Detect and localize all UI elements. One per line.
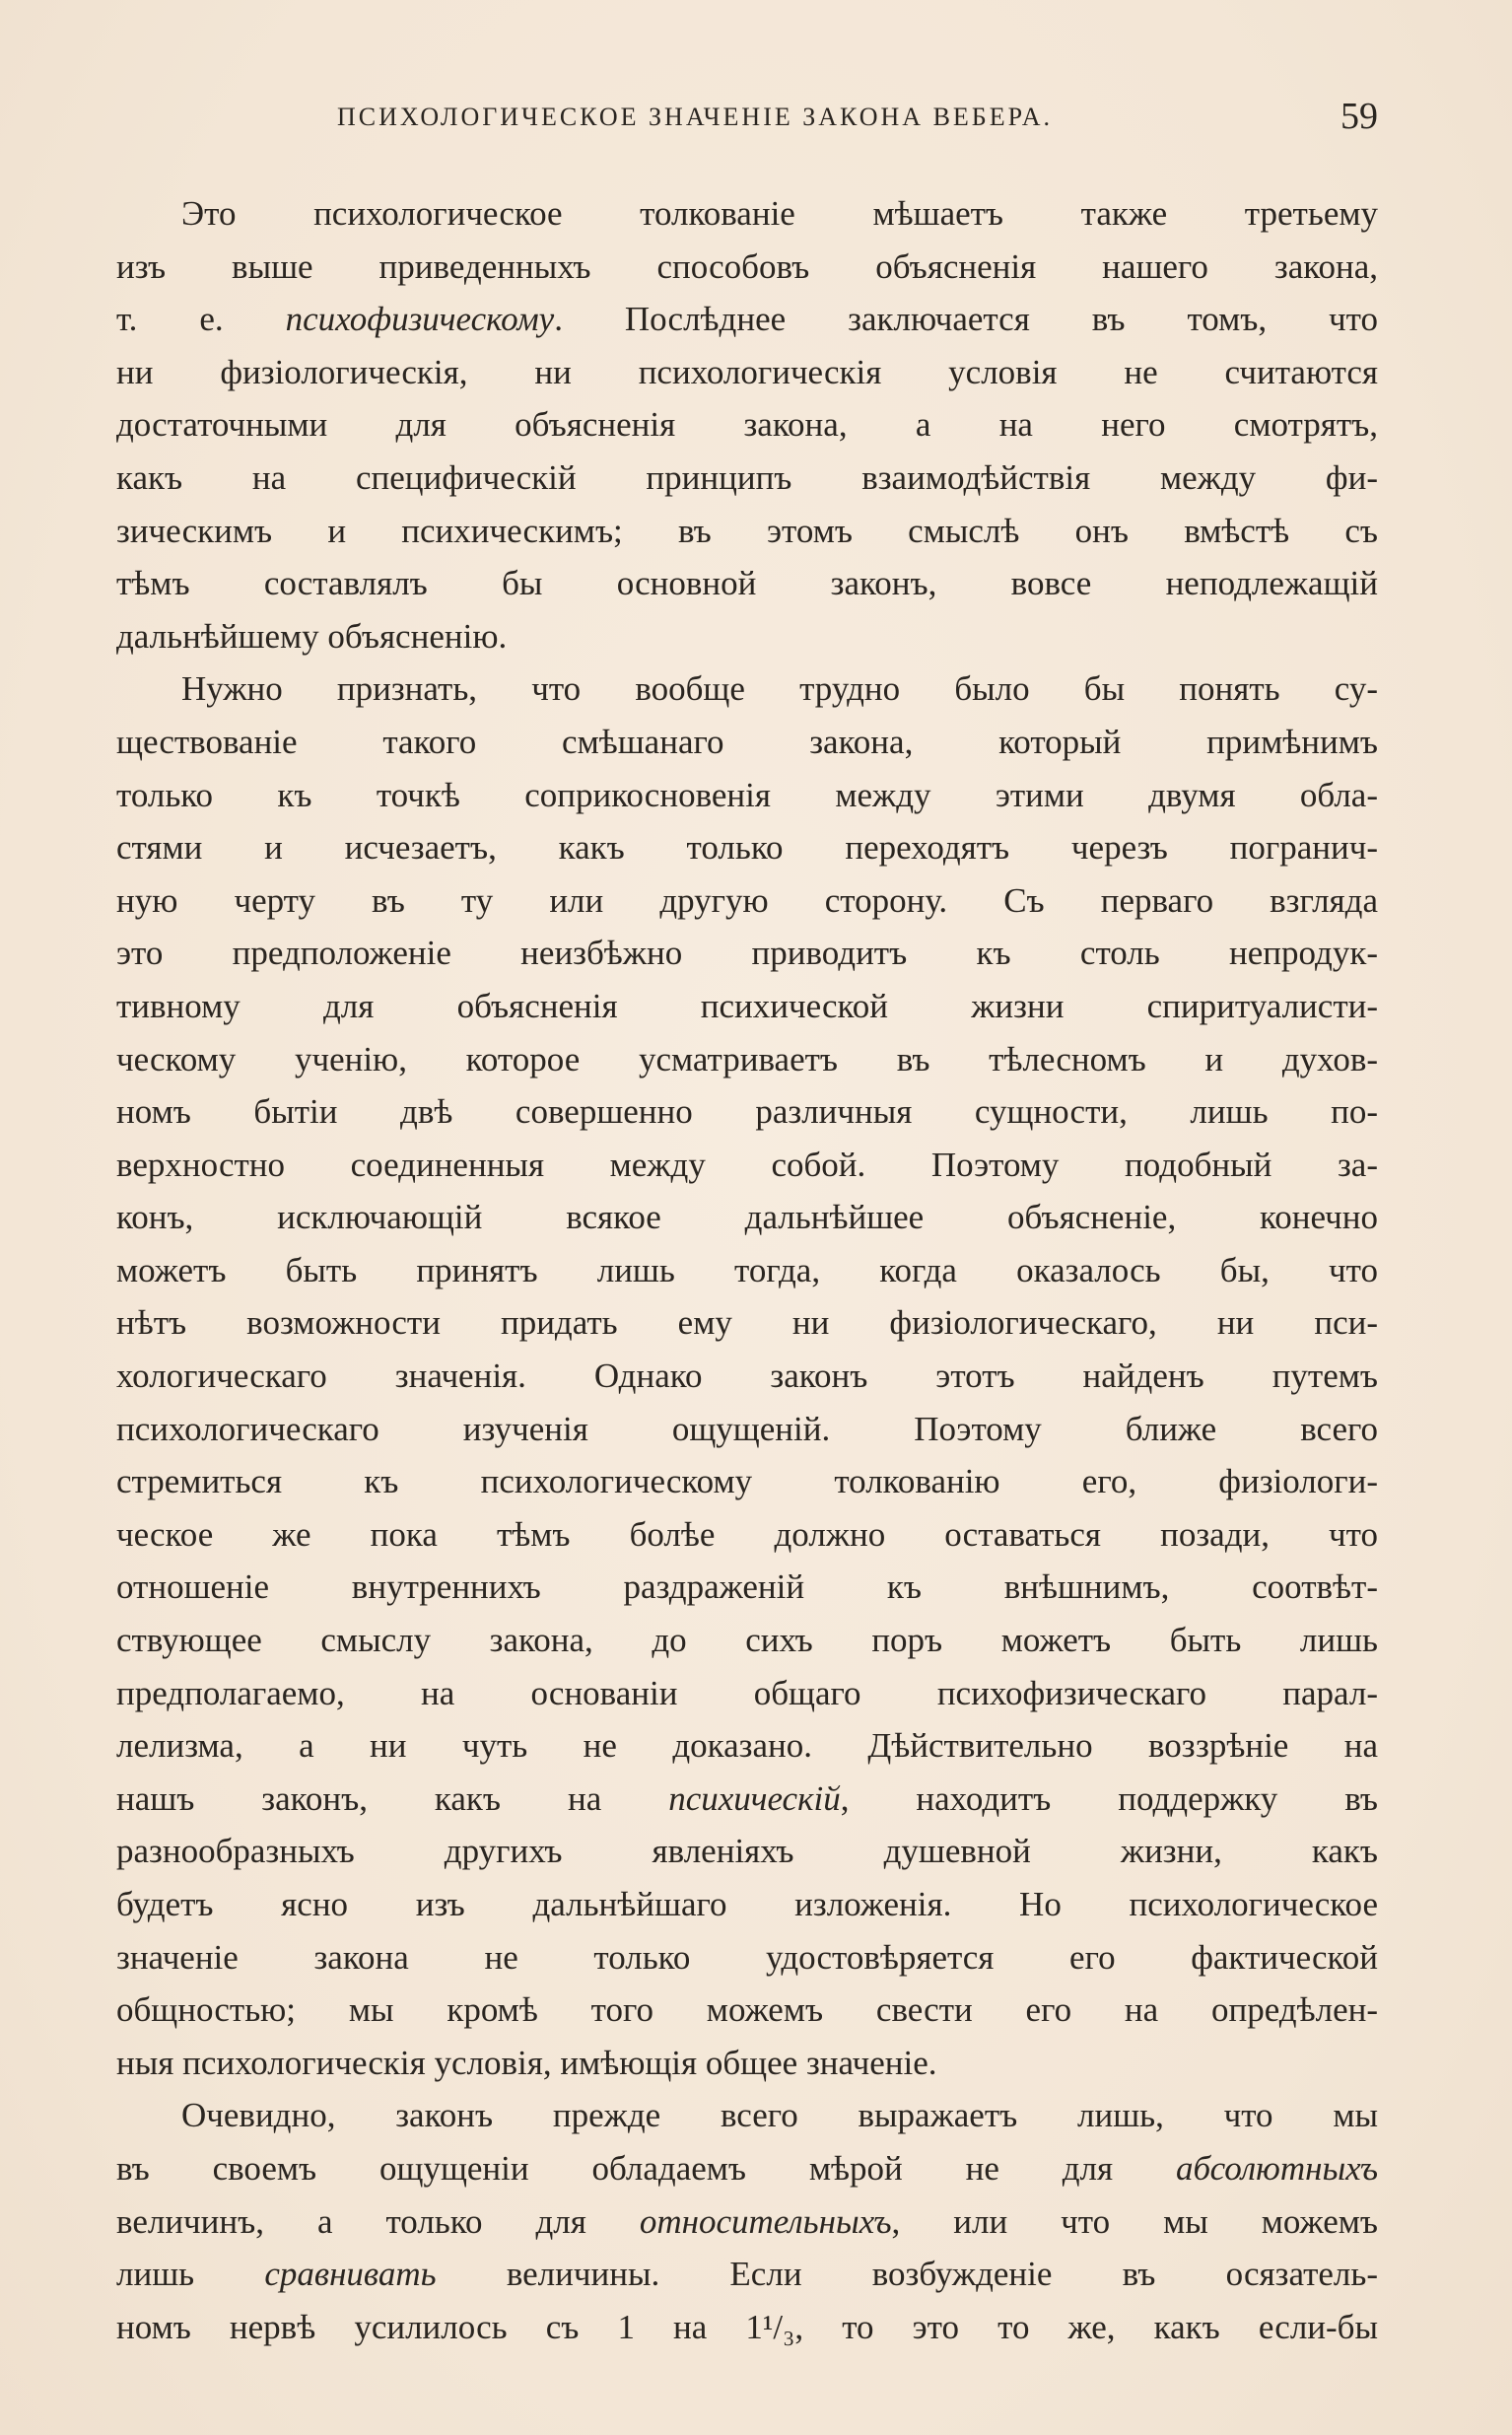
text-line: психологическаго изученія ощущеній. Поэтому ближе всего (116, 1409, 1378, 1448)
text-line: можетъ быть принятъ лишь тогда, когда оказалось бы, что (116, 1250, 1378, 1289)
text-line: ческое же пока тѣмъ болѣе должно оставаться позади, что (116, 1514, 1378, 1554)
text-line: достаточными для объясненія закона, а на него смотрятъ, (116, 405, 1378, 445)
text-line: изъ выше приведенныхъ способовъ объясненія нашего закона, (116, 246, 1378, 286)
text-line: въ своемъ ощущеніи обладаемъ мѣрой не для абсолютныхъ (116, 2148, 1378, 2188)
text-line: верхностно соединенныя между собой. Поэтому подобный за- (116, 1145, 1378, 1184)
text-line: ныя психологическія условія, имѣющія общее значеніе. (116, 2043, 937, 2082)
text-line: хологическаго значенія. Однако законъ этотъ найденъ путемъ (116, 1357, 1378, 1396)
text-line: Очевидно, законъ прежде всего выражаетъ лишь, что мы (181, 2096, 1378, 2135)
paragraph-2 (116, 662, 1378, 2089)
text-line: будетъ ясно изъ дальнѣйшаго изложенія. Но психологическое (116, 1885, 1378, 1923)
paragraph-1 (116, 187, 1378, 662)
text-line: стями и исчезаетъ, какъ только переходятъ черезъ погранич- (116, 828, 1378, 868)
body-text (116, 187, 1378, 2353)
text-line: ную черту въ ту или другую сторону. Съ перваго взгляда (116, 880, 1378, 920)
text-line: Это психологическое толкованіе мѣшаетъ также третьему (181, 194, 1378, 233)
text-line: зическимъ и психическимъ; въ этомъ смыслѣ онъ вмѣстѣ съ (116, 511, 1378, 550)
text-line: это предположеніе неизбѣжно приводитъ къ столь непродук- (116, 934, 1378, 973)
text-line: т. е. психофизическому. Послѣднее заключается въ томъ, что (116, 300, 1378, 339)
text-line: дальнѣйшему объясненію. (116, 616, 508, 656)
text-line: ни физіологическія, ни психологическія условія не считаются (116, 352, 1378, 391)
paragraph-3 (116, 2089, 1378, 2353)
text-line: ческому ученію, которое усматриваетъ въ тѣлесномъ и духов- (116, 1039, 1378, 1078)
text-line: конъ, исключающій всякое дальнѣйшее объясненіе, конечно (116, 1198, 1378, 1237)
text-line: только къ точкѣ соприкосновенія между этими двумя обла- (116, 775, 1378, 814)
text-line: нѣтъ возможности придать ему ни физіологическаго, ни пси- (116, 1303, 1378, 1343)
text-line: нашъ законъ, какъ на психическій, находитъ поддержку въ (116, 1778, 1379, 1818)
text-line: Нужно признать, что вообще трудно было бы понять су- (181, 669, 1378, 709)
text-line: величинъ, а только для относительныхъ, или что мы можемъ (116, 2201, 1378, 2241)
running-head (116, 95, 1378, 144)
text-line: предполагаемо, на основаніи общаго психофизическаго парал- (116, 1673, 1378, 1712)
text-line: тивному для объясненія психической жизни спиритуалисти- (116, 986, 1378, 1025)
text-line: тѣмъ составлялъ бы основной законъ, вовсе неподлежащій (116, 564, 1378, 603)
text-line: номъ нервѣ усилилось съ 1 на 1¹/₃, то это то же, какъ если-бы (116, 2307, 1378, 2346)
running-title: ПСИХОЛОГИЧЕСКОЕ ЗНАЧЕНІЕ ЗАКОНА ВЕБЕРА. (337, 103, 1054, 131)
text-line: отношеніе внутреннихъ раздраженій къ внѣшнимъ, соотвѣт- (116, 1567, 1378, 1607)
text-line: номъ бытіи двѣ совершенно различныя сущности, лишь по- (116, 1092, 1378, 1132)
text-line: стремиться къ психологическому толкованію его, физіологи- (116, 1462, 1378, 1501)
text-line: значеніе закона не только удостовѣряется его фактической (116, 1937, 1378, 1977)
page-number: 59 (1340, 96, 1378, 137)
text-line: лишь сравнивать величины. Если возбужденіе въ осязатель- (116, 2255, 1378, 2294)
text-line: какъ на специфическій принципъ взаимодѣйствія между фи- (116, 457, 1378, 497)
text-line: разнообразныхъ другихъ явленіяхъ душевной жизни, какъ (116, 1832, 1378, 1871)
text-line: лелизма, а ни чуть не доказано. Дѣйствительно воззрѣніе на (116, 1726, 1378, 1766)
text-line: ствующее смыслу закона, до сихъ поръ можетъ быть лишь (116, 1621, 1378, 1660)
text-line: ществованіе такого смѣшанаго закона, который примѣнимъ (116, 722, 1378, 761)
text-line: общностью; мы кромѣ того можемъ свести его на опредѣлен- (116, 1990, 1378, 2030)
